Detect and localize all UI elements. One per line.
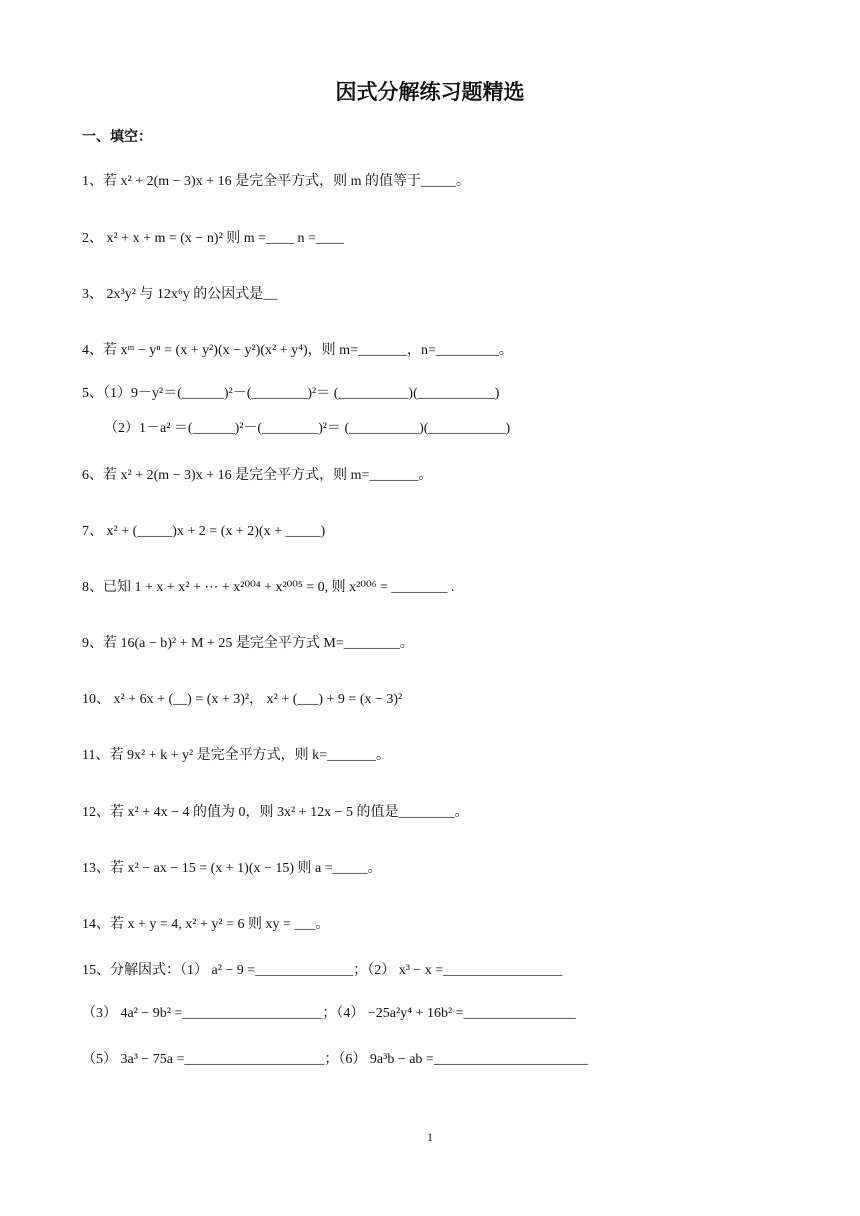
question-7: 7、 x² + (_____)x + 2 = (x + 2)(x + _____): [82, 524, 326, 539]
question-9: 9、若 16(a − b)² + M + 25 是完全平方式 M=________。: [82, 636, 414, 651]
question-11: 11、若 9x² + k + y² 是完全平方式，则 k=_______。: [82, 748, 391, 763]
question-14: 14、若 x + y = 4, x² + y² = 6 则 xy = ___。: [82, 917, 330, 932]
question-3: 3、 2x³y² 与 12x⁶y 的公因式是__: [82, 287, 278, 302]
question-15-row-2: （3） 4a² − 9b² =____________________；（4） −25a²y⁴ + 16b² =________________: [82, 1006, 576, 1021]
page-title: 因式分解练习题精选: [335, 80, 525, 104]
question-13: 13、若 x² − ax − 15 = (x + 1)(x − 15) 则 a =_____。: [82, 861, 382, 876]
section-heading: 一、填空：: [82, 129, 152, 145]
question-15-row-3: （5） 3a³ − 75a =____________________；（6） 9a³b − ab =______________________: [82, 1052, 588, 1067]
question-10: 10、 x² + 6x + (__) = (x + 3)²， x² + (___) + 9 = (x − 3)²: [82, 692, 403, 707]
question-5-part-2: （2）1－a² ＝(______)²－(________)²＝ (__________)(___________): [104, 421, 511, 436]
question-15-row-1: 15、分解因式：（1） a² − 9 =______________；（2） x³ − x =_________________: [82, 963, 563, 978]
question-12: 12、若 x² + 4x − 4 的值为 0，则 3x² + 12x − 5 的值是________。: [82, 805, 469, 820]
question-2: 2、 x² + x + m = (x − n)² 则 m =____ n =____: [82, 231, 344, 246]
question-5-part-1: 5、（1）9－y²＝(______)²－(________)²＝ (__________)(___________): [82, 386, 500, 401]
question-4: 4、若 xᵐ − yⁿ = (x + y²)(x − y²)(x² + y⁴)，则 m=_______，n=_________。: [82, 343, 513, 358]
question-8: 8、已知 1 + x + x² + ⋯ + x²⁰⁰⁴ + x²⁰⁰⁵ = 0, 则 x²⁰⁰⁶ = ________ .: [82, 580, 455, 595]
page-number: 1: [427, 1130, 433, 1144]
question-6: 6、若 x² + 2(m − 3)x + 16 是完全平方式，则 m=_______。: [82, 468, 433, 483]
question-1: 1、若 x² + 2(m − 3)x + 16 是完全平方式，则 m 的值等于_____。: [82, 174, 470, 189]
